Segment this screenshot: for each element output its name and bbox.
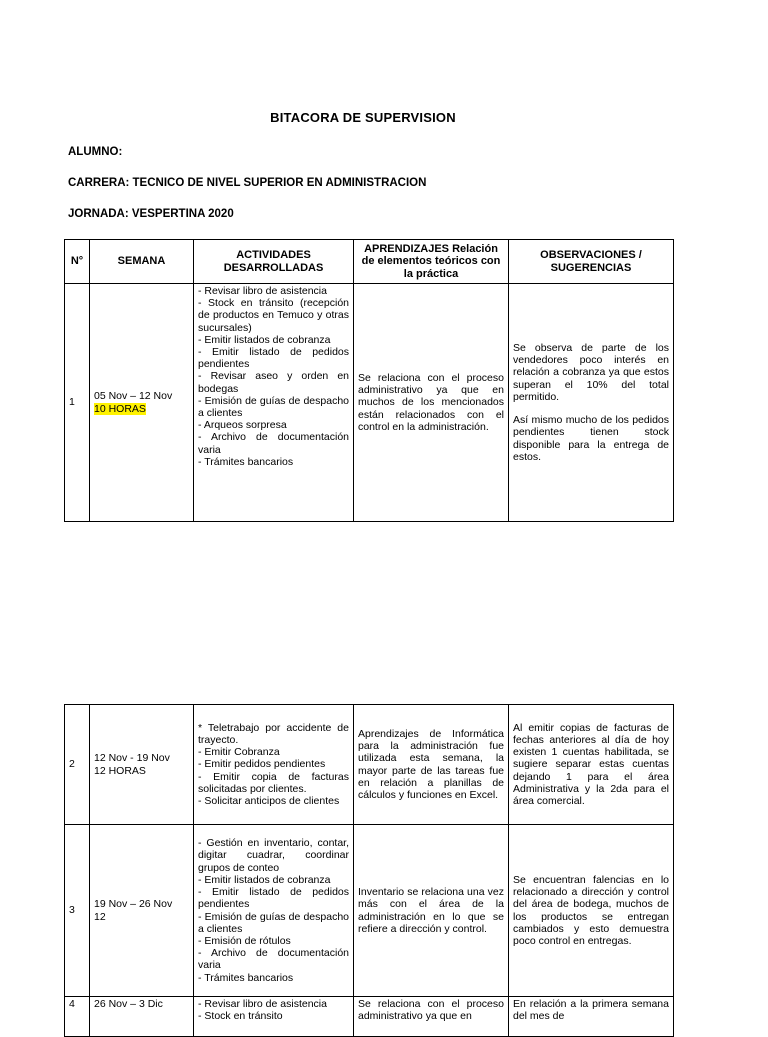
table-row <box>65 284 674 522</box>
row-actividades: - Revisar libro de asistencia - Stock en tránsito (recepción de productos en Temuco y otras sucursales) - Emitir listados de cobranza - Emitir listado de pedidos pendientes - Revisar aseo y orden en bodegas - Emisión de guías de despacho a clientes - Arqueos sorpresa - Archivo de documentación varia - Trámites bancarios <box>194 284 354 522</box>
document-title: BITACORA DE SUPERVISION <box>270 110 456 125</box>
row-semana: 26 Nov – 3 Dic <box>90 997 194 1037</box>
semana-horas-highlight: 10 HORAS <box>94 402 146 415</box>
observacion-parrafo-1: Se observa de parte de los vendedores poco interés en relación a cobranza ya que estos superan el 10% del total permitido. <box>513 342 669 403</box>
observacion-parrafo-2: Así mismo mucho de los pedidos pendientes tienen stock disponible para la entrega de estos. <box>513 414 669 463</box>
semana-horas: 12 <box>94 910 106 923</box>
row-observaciones: Se encuentran falencias en lo relacionado a dirección y control del área de bodega, muchos de los productos se entregan cambiados y esto demuestra poco control en entregas. <box>509 825 674 997</box>
row-observaciones: Al emitir copias de facturas de fechas anteriores al día de hoy existen 1 cuentas habilitada, se sugiere separar estas cuentas dejando 1 para el área Administrativa y la 2da para el área comercial. <box>509 705 674 825</box>
header-actividades: ACTIVIDADES DESARROLLADAS <box>194 240 354 284</box>
header-observaciones: OBSERVACIONES / SUGERENCIAS <box>509 240 674 284</box>
row-semana <box>90 284 194 522</box>
table-row <box>65 705 674 825</box>
row-number: 1 <box>65 284 90 522</box>
row-aprendizajes: Se relaciona con el proceso administrativo ya que en muchos de los mencionados están relacionados con el control en la administración. <box>354 284 509 522</box>
row-semana <box>90 705 194 825</box>
carrera-label: CARRERA: TECNICO DE NIVEL SUPERIOR EN ADMINISTRACION <box>68 177 427 189</box>
semana-horas: 12 HORAS <box>94 764 146 777</box>
row-actividades: - Gestión en inventario, contar, digitar cuadrar, coordinar grupos de conteo - Emitir listados de cobranza - Emitir listado de pedidos pendientes - Emisión de guías de despacho a clientes - Emisión de rótulos - Archivo de documentación varia - Trámites bancarios <box>194 825 354 997</box>
row-actividades: - Revisar libro de asistencia - Stock en tránsito <box>194 997 354 1037</box>
row-number: 3 <box>65 825 90 997</box>
table-header-row <box>65 240 674 284</box>
alumno-label: ALUMNO: <box>68 146 123 158</box>
header-semana: SEMANA <box>90 240 194 284</box>
semana-dates: 12 Nov - 19 Nov <box>94 752 170 765</box>
supervision-table-2 <box>64 704 674 1037</box>
row-observaciones: En relación a la primera semana del mes de <box>509 997 674 1037</box>
semana-dates: 19 Nov – 26 Nov <box>94 898 173 911</box>
row-aprendizajes: Aprendizajes de Informática para la administración fue utilizada esta semana, la mayor parte de las tareas fue en relación a planillas de cálculos y funciones en Excel. <box>354 705 509 825</box>
jornada-label: JORNADA: VESPERTINA 2020 <box>68 208 234 220</box>
row-aprendizajes: Se relaciona con el proceso administrativo ya que en <box>354 997 509 1037</box>
row-number: 4 <box>65 997 90 1037</box>
row-aprendizajes: Inventario se relaciona una vez más con el área de la administración en lo que se refiere a dirección y control. <box>354 825 509 997</box>
row-actividades: * Teletrabajo por accidente de trayecto. - Emitir Cobranza - Emitir pedidos pendientes - Emitir copia de facturas solicitadas por clientes. - Solicitar anticipos de clientes <box>194 705 354 825</box>
header-n: N° <box>65 240 90 284</box>
supervision-table-1 <box>64 239 674 522</box>
row-number: 2 <box>65 705 90 825</box>
table-row <box>65 997 674 1037</box>
table-row <box>65 825 674 997</box>
row-observaciones <box>509 284 674 522</box>
header-aprendizajes: APRENDIZAJES Relación de elementos teóricos con la práctica <box>354 240 509 284</box>
row-semana <box>90 825 194 997</box>
semana-dates: 05 Nov – 12 Nov <box>94 390 173 403</box>
